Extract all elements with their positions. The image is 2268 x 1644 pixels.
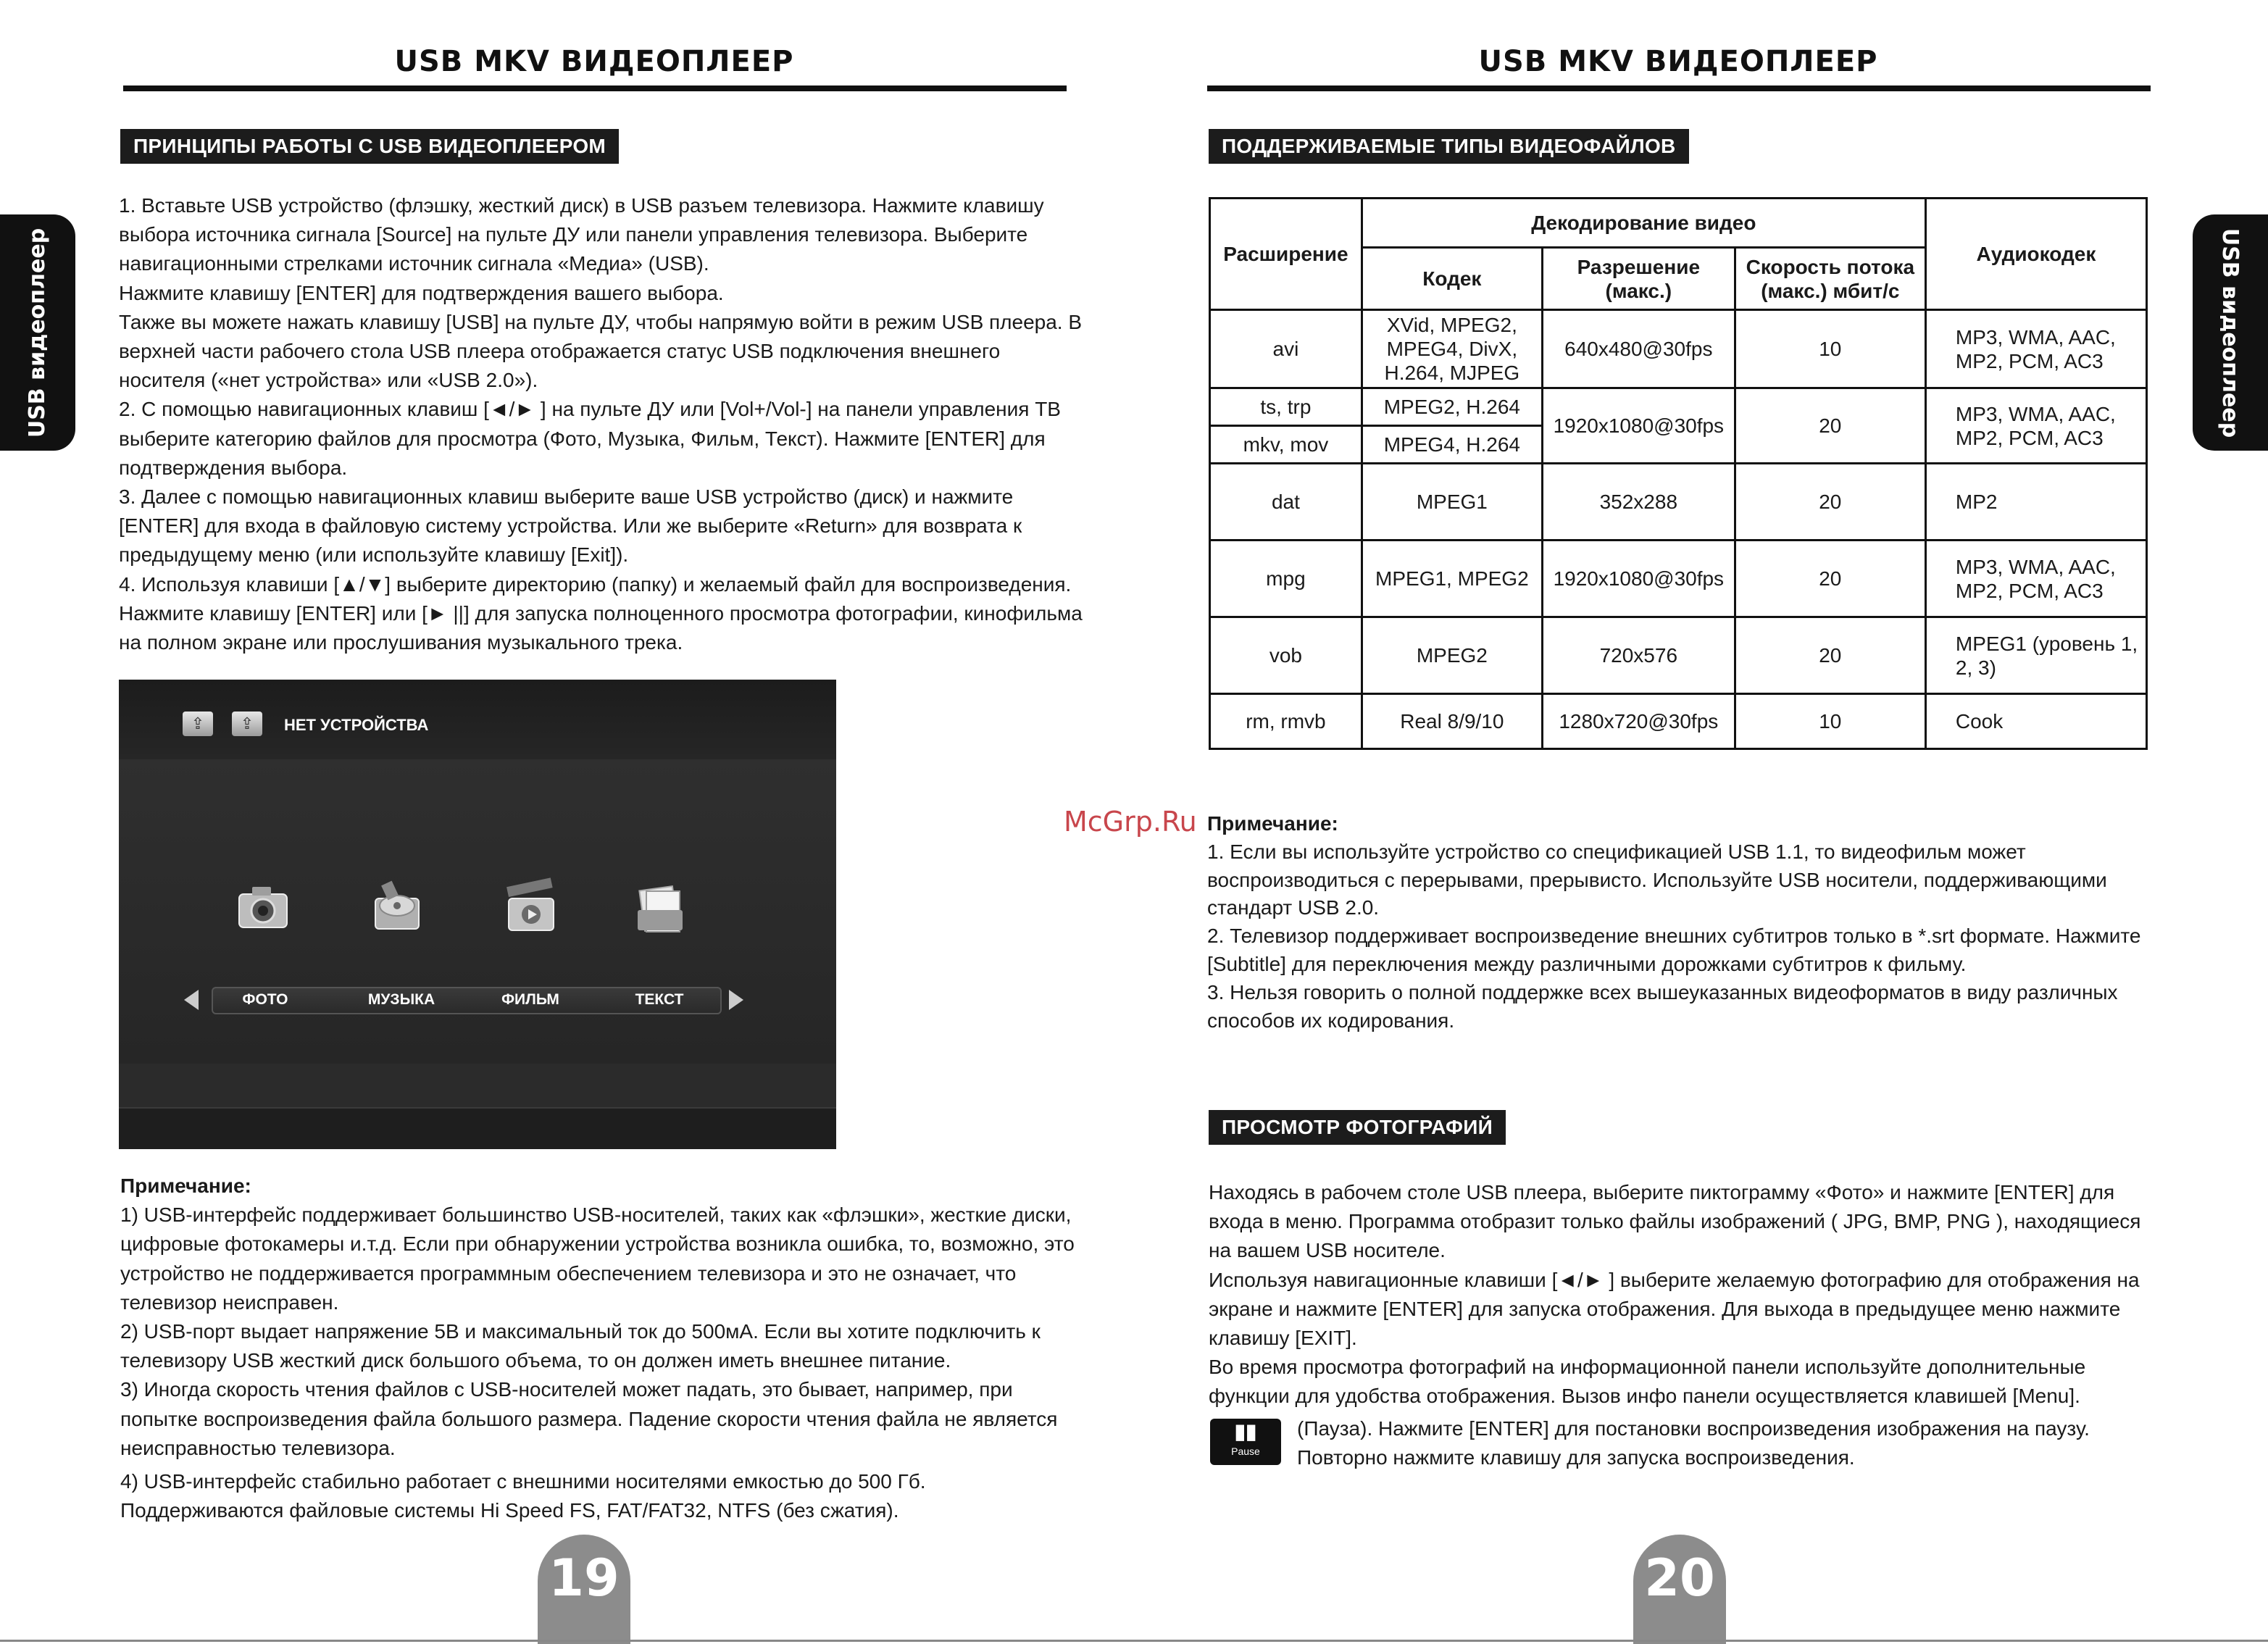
cell-rate: 20 <box>1735 617 1925 694</box>
cell-codec: XVid, MPEG2, MPEG4, DivX, H.264, MJPEG <box>1362 310 1542 388</box>
right-side-tab <box>2193 214 2268 451</box>
left-note-title: Примечание: <box>120 1174 251 1197</box>
cell-audio: MP3, WMA, AAC, MP2, PCM, AC3 <box>1925 541 2146 617</box>
tv-desktop <box>119 759 836 1064</box>
photo-text-1: Находясь в рабочем столе USB плеера, выберите пиктограмму «Фото» и нажмите [ENTER] для входа в меню. Программа отобразит только файлы изображений ( JPG, BMP, PNG ), находящиеся на вашем USB носителе. <box>1209 1181 2141 1262</box>
left-note-1: 1) USB-интерфейс поддерживает большинство USB-носителей, таких как «флэшки», жесткие диски, цифровые фотокамеры и.т.д. Если при обнаружении устройства возникла ошибка, то, возможно, это устройство не поддерживается программным обеспечением телевизора и это не означает, что телевизор неисправен. <box>120 1203 1075 1314</box>
cell-codec: Real 8/9/10 <box>1362 694 1542 749</box>
instruction-2: 2. С помощью навигационных клавиш [◄/► ] на пульте ДУ или [Vol+/Vol-] на панели управления ТВ выберите категорию файлов для просмотра (Фото, Музыка, Фильм, Текст). Нажмите [ENTER] для подтверждения выбора. <box>119 398 1061 479</box>
cell-codec: MPEG2 <box>1362 617 1542 694</box>
left-side-tab-label: USB видеоплеер <box>25 228 51 438</box>
usb-port-icon: ⇪ <box>232 712 262 736</box>
cell-res: 720x576 <box>1542 617 1735 694</box>
text-document-icon[interactable] <box>632 877 688 936</box>
cell-codec: MPEG4, H.264 <box>1362 426 1542 464</box>
photo-text-2: Используя навигационные клавиши [◄/► ] выберите желаемую фотографию для отображения на экране и нажмите [ENTER] для запуска отображения. Для выхода в предыдущее меню нажмите клавишу [EXIT]. <box>1209 1268 2140 1350</box>
cell-ext: ts, trp <box>1210 388 1362 426</box>
left-page-header: USB MKV ВИДЕОПЛЕЕР <box>394 45 794 78</box>
pause-button-icon: ▮▮ Pause <box>1210 1419 1281 1465</box>
left-header-rule <box>123 85 1067 91</box>
left-section-title: ПРИНЦИПЫ РАБОТЫ С USB ВИДЕОПЛЕЕРОМ <box>120 129 619 164</box>
right-header-rule <box>1207 85 2151 91</box>
header-resolution: Разрешение (макс.) <box>1542 248 1735 310</box>
right-side-tab-label: USB видеоплеер <box>2217 228 2243 438</box>
photo-section-title: ПРОСМОТР ФОТОГРАФИЙ <box>1209 1110 1506 1145</box>
cell-codec: MPEG2, H.264 <box>1362 388 1542 426</box>
cell-rate: 20 <box>1735 541 1925 617</box>
tv-menu-music[interactable]: МУЗЫКА <box>367 991 435 1008</box>
right-note-3: 3. Нельзя говорить о полной поддержке всех вышеуказанных видеоформатов в виду различных способов их кодирования. <box>1207 980 2118 1032</box>
table-row <box>1210 541 2147 617</box>
header-codec: Кодек <box>1362 248 1542 310</box>
tv-menu-photo[interactable]: ФОТО <box>242 991 288 1008</box>
left-instructions <box>119 191 1090 657</box>
cell-audio: MPEG1 (уровень 1, 2, 3) <box>1925 617 2146 694</box>
cell-res: 1920x1080@30fps <box>1542 388 1735 464</box>
cell-rate: 20 <box>1735 388 1925 464</box>
photo-text-3: Во время просмотра фотографий на информационной панели используйте дополнительные функции для удобства отображения. Вызов инфо панели осуществляется клавишей [Menu]. <box>1209 1356 2086 1408</box>
cell-ext: rm, rmvb <box>1210 694 1362 749</box>
left-note-3: 3) Иногда скорость чтения файлов с USB-носителей может падать, это бывает, например, при попытке воспроизведения файла большого размера. Падение скорости чтения файла не является неисправностью телевизора. <box>120 1378 1058 1459</box>
table-row <box>1210 464 2147 541</box>
instruction-4: 4. Используя клавиши [▲/▼] выберите директорию (папку) и желаемый файл для воспроизведения. Нажмите клавишу [ENTER] или [► ||] для запуска полноценного просмотра фотографии, кинофильма на полном экране или прослушивания музыкального трека. <box>119 572 1083 654</box>
header-video-decoding: Декодирование видео <box>1362 199 1925 248</box>
header-extension: Расширение <box>1210 199 1362 310</box>
left-notes <box>120 1172 1091 1525</box>
tv-right-arrow-icon[interactable] <box>729 990 743 1010</box>
cell-rate: 20 <box>1735 464 1925 541</box>
cell-codec: MPEG1, MPEG2 <box>1362 541 1542 617</box>
page-number-20: 20 <box>1633 1535 1726 1644</box>
watermark: McGrp.Ru <box>1064 806 1197 838</box>
film-clapper-icon[interactable] <box>503 877 559 936</box>
cell-codec: MPEG1 <box>1362 464 1542 541</box>
cell-ext: dat <box>1210 464 1362 541</box>
cell-audio: MP3, WMA, AAC, MP2, PCM, AC3 <box>1925 310 2146 388</box>
left-note-4: 4) USB-интерфейс стабильно работает с внешними носителями емкостью до 500 Гб. Поддерживаются файловые системы Hi Speed FS, FAT/FAT32, NTFS (без сжатия). <box>120 1470 926 1522</box>
right-note-title: Примечание: <box>1207 812 1338 835</box>
right-notes <box>1207 810 2171 1035</box>
cell-res: 1920x1080@30fps <box>1542 541 1735 617</box>
bottom-rule <box>0 1640 2268 1642</box>
instruction-3: 3. Далее с помощью навигационных клавиш выберите ваше USB устройство (диск) и нажмите [ENTER] для входа в файловую систему устройства. Или же выберите «Return» для возврата к предыдущему меню (или используйте клавишу [Exit]). <box>119 485 1022 567</box>
table-row <box>1210 310 2147 388</box>
left-side-tab <box>0 214 75 451</box>
usb-port-icon: ⇪ <box>183 712 213 736</box>
cell-res: 1280x720@30fps <box>1542 694 1735 749</box>
right-section-title: ПОДДЕРЖИВАЕМЫЕ ТИПЫ ВИДЕОФАЙЛОВ <box>1209 129 1689 164</box>
pause-description: (Пауза). Нажмите [ENTER] для постановки воспроизведения изображения на паузу. Повторно нажмите клавишу для запуска воспроизведения. <box>1297 1417 2090 1469</box>
cell-audio: MP2 <box>1925 464 2146 541</box>
cell-res: 352x288 <box>1542 464 1735 541</box>
cell-res: 640x480@30fps <box>1542 310 1735 388</box>
cell-audio: MP3, WMA, AAC, MP2, PCM, AC3 <box>1925 388 2146 464</box>
pause-icon-label: Pause <box>1231 1445 1260 1457</box>
instruction-1c: Также вы можете нажать клавишу [USB] на пульте ДУ, чтобы напрямую войти в режим USB плеера. В верхней части рабочего стола USB плеера отображается статус USB подключения внешнего носителя («нет устройства» или «USB 2.0»). <box>119 310 1083 392</box>
cell-rate: 10 <box>1735 694 1925 749</box>
tv-device-status: НЕТ УСТРОЙСТВА <box>284 716 429 734</box>
photo-instructions <box>1209 1178 2165 1411</box>
table-row <box>1210 617 2147 694</box>
right-page-header: USB MKV ВИДЕОПЛЕЕР <box>1478 45 1878 78</box>
cell-ext: mpg <box>1210 541 1362 617</box>
cell-rate: 10 <box>1735 310 1925 388</box>
header-audio-codec: Аудиокодек <box>1925 199 2146 310</box>
cell-ext: mkv, mov <box>1210 426 1362 464</box>
cell-audio: Cook <box>1925 694 2146 749</box>
table-row <box>1210 694 2147 749</box>
header-bitrate: Скорость потока (макс.) мбит/с <box>1735 248 1925 310</box>
instruction-1: 1. Вставьте USB устройство (флэшку, жесткий диск) в USB разъем телевизора. Нажмите клавишу выбора источника сигнала [Source] на пульте ДУ или панели управления телевизора. Выберите навигационными стрелками источник сигнала «Медиа» (USB). <box>119 194 1044 275</box>
tv-status-bar <box>119 680 836 759</box>
video-formats-table <box>1209 197 2148 750</box>
tv-left-arrow-icon[interactable] <box>184 990 199 1010</box>
left-note-2: 2) USB-порт выдает напряжение 5В и максимальный ток до 500мА. Если вы хотите подключить к телевизору USB жесткий диск большого объема, то он должен иметь внешнее питание. <box>120 1320 1041 1372</box>
usb-player-screenshot <box>119 680 836 1149</box>
page-number-19: 19 <box>538 1535 630 1644</box>
tv-menu-film[interactable]: ФИЛЬМ <box>501 991 559 1008</box>
tv-menu-text[interactable]: ТЕКСТ <box>635 991 684 1008</box>
right-note-1: 1. Если вы используйте устройство со спецификацией USB 1.1, то видеофильм может воспроизводиться с перерывами, прерывисто. Используйте USB носители, поддерживающими стандарт USB 2.0. <box>1207 840 2107 919</box>
cell-ext: vob <box>1210 617 1362 694</box>
instruction-1b: Нажмите клавишу [ENTER] для подтверждения вашего выбора. <box>119 281 724 304</box>
right-note-2: 2. Телевизор поддерживает воспроизведение внешних субтитров только в *.srt формате. Нажмите [Subtitle] для переключения между различными дорожками субтитров к фильму. <box>1207 925 2141 975</box>
table-row <box>1210 388 2147 426</box>
photo-camera-icon[interactable] <box>235 877 291 936</box>
tv-info-bar <box>119 1107 836 1149</box>
cell-ext: avi <box>1210 310 1362 388</box>
music-player-icon[interactable] <box>368 877 425 936</box>
